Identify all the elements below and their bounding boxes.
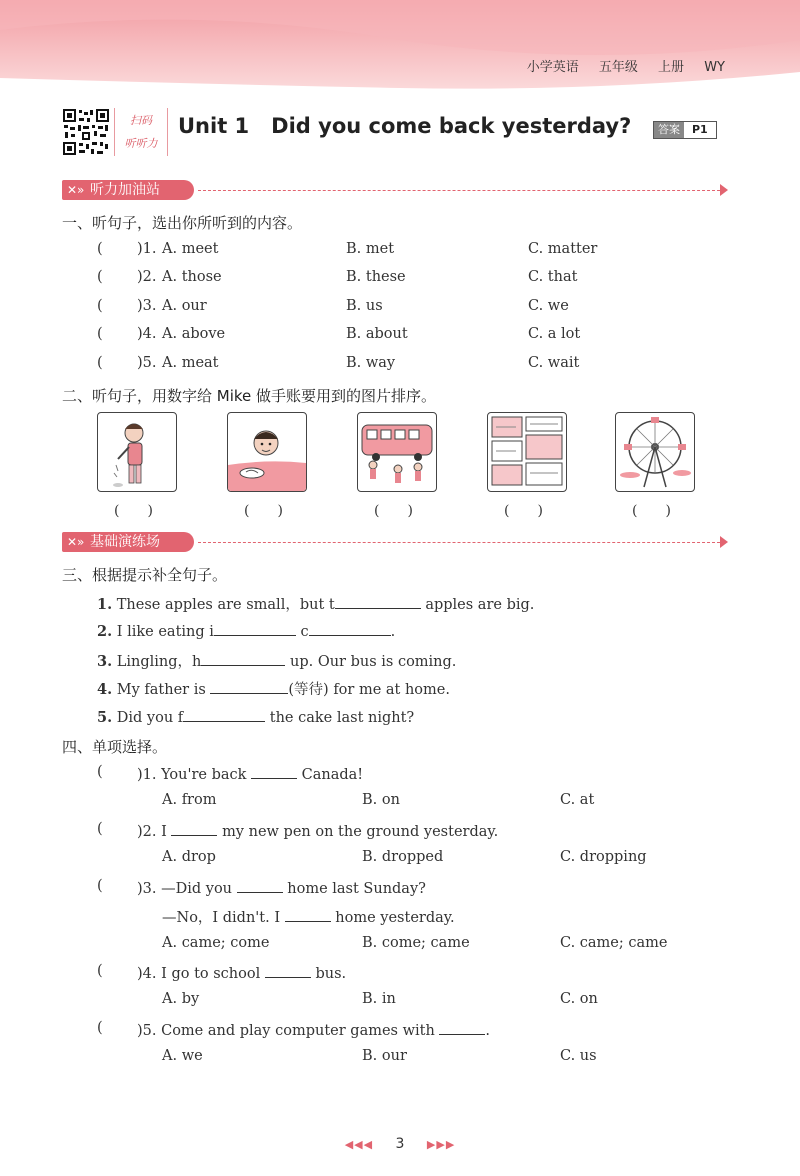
sentence-start: Lingling，h: [116, 654, 202, 670]
fill-blank[interactable]: [210, 679, 288, 694]
answer-paren[interactable]: (: [97, 963, 103, 979]
section-label: 听力加油站: [90, 182, 160, 198]
item-number: )1.: [137, 241, 157, 257]
option-b: B. about: [346, 326, 408, 342]
header-subject: 小学英语: [526, 60, 579, 75]
part4-q4-stem: [137, 963, 346, 982]
section-bar-basics: [62, 532, 728, 554]
fill-blank[interactable]: [439, 1020, 485, 1035]
item-number: )2.: [137, 269, 157, 285]
part2-heading: 二、听句子，用数字给 Mike 做手账要用到的图片排序。: [62, 387, 437, 405]
page-number: 3: [395, 1136, 405, 1152]
answer-paren[interactable]: (: [97, 241, 103, 257]
fill-blank[interactable]: [214, 621, 296, 636]
fill-blank[interactable]: [171, 821, 217, 836]
prev-arrows-icon: ◀◀◀: [344, 1138, 374, 1151]
item-number: )5.: [137, 355, 157, 371]
header-volume: 上册: [658, 60, 685, 75]
picture-answer-5[interactable]: ( ): [632, 503, 671, 519]
stem-start: —No，I didn't. I: [162, 910, 281, 926]
item-number: )5.: [137, 1023, 157, 1039]
stem-start: I go to school: [161, 966, 261, 982]
fill-blank[interactable]: [309, 621, 391, 636]
item-number: )2.: [137, 824, 157, 840]
option-c: C. matter: [528, 241, 598, 257]
picture-ferris-wheel: [615, 412, 695, 492]
stem-end: Canada!: [301, 767, 364, 783]
stem-start: —Did you: [161, 881, 233, 897]
stem-end: .: [485, 1023, 491, 1039]
item-number: 3.: [97, 653, 113, 670]
header-grade: 五年级: [598, 60, 638, 75]
option-b: B. met: [346, 241, 395, 257]
option-c[interactable]: C. on: [560, 991, 598, 1007]
option-b[interactable]: B. dropped: [362, 849, 444, 865]
option-a: A. meet: [162, 241, 219, 257]
scan-hint: [114, 108, 168, 156]
sentence-start: I like eating i: [116, 624, 214, 640]
section-pill: [62, 180, 194, 200]
header-banner: [0, 0, 800, 90]
option-c: C. a lot: [528, 326, 581, 342]
answer-paren[interactable]: (: [97, 764, 103, 780]
picture-boy-dropping-item: [97, 412, 177, 492]
item-number: )3.: [137, 881, 157, 897]
part3-item-3: [97, 650, 456, 671]
arrow-right-icon: [720, 536, 728, 548]
sentence-start: My father is: [116, 682, 206, 698]
unit-title-text: Did you come back yesterday?: [271, 114, 632, 138]
answer-label: 答案: [654, 122, 684, 138]
sentence-start: These apples are small，but t: [116, 597, 335, 613]
answer-paren[interactable]: (: [97, 821, 103, 837]
item-number: )4.: [137, 966, 157, 982]
part3-item-2: [97, 621, 395, 640]
stem-start: You're back: [161, 767, 247, 783]
part4-q3-stem-2: [162, 906, 455, 927]
fill-blank[interactable]: [237, 878, 283, 893]
option-c[interactable]: C. came; came: [560, 935, 668, 951]
item-number: )3.: [137, 298, 157, 314]
option-c: C. we: [528, 298, 569, 314]
page-title: [178, 114, 631, 138]
answer-page: P1: [692, 123, 708, 136]
sentence-end: the cake last night?: [269, 710, 415, 726]
next-arrows-icon: ▶▶▶: [426, 1138, 456, 1151]
item-number: )1.: [137, 767, 157, 783]
option-b: B. us: [346, 298, 383, 314]
option-a[interactable]: A. from: [162, 792, 217, 808]
option-a: A. meat: [162, 355, 219, 371]
fill-blank[interactable]: [285, 907, 331, 922]
answer-paren[interactable]: (: [97, 326, 103, 342]
option-c: C. wait: [528, 355, 580, 371]
page-footer: [0, 1136, 800, 1152]
fill-blank[interactable]: [201, 651, 285, 666]
answer-tag[interactable]: [653, 121, 717, 139]
option-b: B. way: [346, 355, 396, 371]
double-chevron-icon: ✕»: [67, 183, 85, 197]
sentence-end: .: [390, 624, 396, 640]
sentence-mid: c: [300, 624, 309, 640]
stem-end: bus.: [315, 966, 347, 982]
option-a[interactable]: A. we: [162, 1048, 203, 1064]
option-c: C. that: [528, 269, 578, 285]
part4-heading: 四、单项选择。: [62, 738, 168, 756]
option-b: B. these: [346, 269, 406, 285]
item-number: 2.: [97, 623, 113, 640]
item-number: 5.: [97, 709, 113, 726]
picture-bus-and-children: [357, 412, 437, 492]
part4-q1-stem: [137, 764, 363, 783]
section-pill: [62, 532, 194, 552]
part3-item-5: [97, 707, 414, 726]
item-number: )4.: [137, 326, 157, 342]
item-number: 4.: [97, 681, 113, 698]
part4-q2-stem: [137, 821, 498, 840]
scan-line-2: 听听力: [124, 137, 158, 150]
option-c[interactable]: C. at: [560, 792, 595, 808]
section-label: 基础演练场: [90, 534, 160, 550]
arrow-right-icon: [720, 184, 728, 196]
header-edition: WY: [704, 60, 725, 75]
option-b[interactable]: B. on: [362, 792, 400, 808]
fill-blank[interactable]: [251, 764, 297, 779]
double-chevron-icon: ✕»: [67, 535, 85, 549]
dashed-divider: [198, 190, 720, 191]
stem-end: home yesterday.: [335, 910, 455, 926]
unit-number: Unit 1: [178, 114, 250, 138]
picture-answer-4[interactable]: ( ): [504, 503, 543, 519]
picture-photo-collage: [487, 412, 567, 492]
part1-heading: 一、听句子，选出你所听到的内容。: [62, 214, 303, 232]
option-a[interactable]: A. drop: [162, 849, 216, 865]
option-a[interactable]: A. came; come: [162, 935, 270, 951]
fill-blank[interactable]: [335, 594, 421, 609]
answer-paren[interactable]: (: [97, 298, 103, 314]
option-c[interactable]: C. dropping: [560, 849, 647, 865]
part4-q3-stem: [137, 878, 426, 897]
item-number: 1.: [97, 596, 113, 613]
picture-answer-2[interactable]: ( ): [244, 503, 283, 519]
part4-q5-stem: [137, 1020, 490, 1039]
option-b[interactable]: B. in: [362, 991, 396, 1007]
stem-start: I: [161, 824, 167, 840]
sentence-end: (等待) for me at home.: [288, 682, 450, 698]
sentence-end: apples are big.: [425, 597, 535, 613]
answer-paren[interactable]: (: [97, 1020, 103, 1036]
answer-paren[interactable]: (: [97, 355, 103, 371]
section-bar-listening: [62, 180, 728, 202]
picture-answer-3[interactable]: ( ): [374, 503, 413, 519]
picture-answer-1[interactable]: ( ): [114, 503, 153, 519]
part3-heading: 三、根据提示补全句子。: [62, 566, 228, 584]
stem-start: Come and play computer games with: [161, 1023, 435, 1039]
stem-end: my new pen on the ground yesterday.: [222, 824, 499, 840]
dashed-divider: [198, 542, 720, 543]
picture-boy-eating: [227, 412, 307, 492]
sentence-start: Did you f: [116, 710, 184, 726]
header-info: [513, 56, 725, 75]
part3-item-4: [97, 678, 450, 699]
option-b[interactable]: B. come; came: [362, 935, 470, 951]
option-a: A. those: [162, 269, 222, 285]
fill-blank[interactable]: [183, 707, 265, 722]
part3-item-1: [97, 593, 534, 614]
option-b[interactable]: B. our: [362, 1048, 407, 1064]
scan-line-1: 扫码: [130, 114, 152, 127]
answer-paren[interactable]: (: [97, 878, 103, 894]
sentence-end: up. Our bus is coming.: [289, 654, 457, 670]
option-a: A. our: [162, 298, 207, 314]
option-c[interactable]: C. us: [560, 1048, 597, 1064]
fill-blank[interactable]: [265, 963, 311, 978]
answer-paren[interactable]: (: [97, 269, 103, 285]
stem-end: home last Sunday?: [287, 881, 426, 897]
option-a[interactable]: A. by: [162, 991, 200, 1007]
qr-code-icon[interactable]: [62, 108, 110, 156]
option-a: A. above: [162, 326, 226, 342]
